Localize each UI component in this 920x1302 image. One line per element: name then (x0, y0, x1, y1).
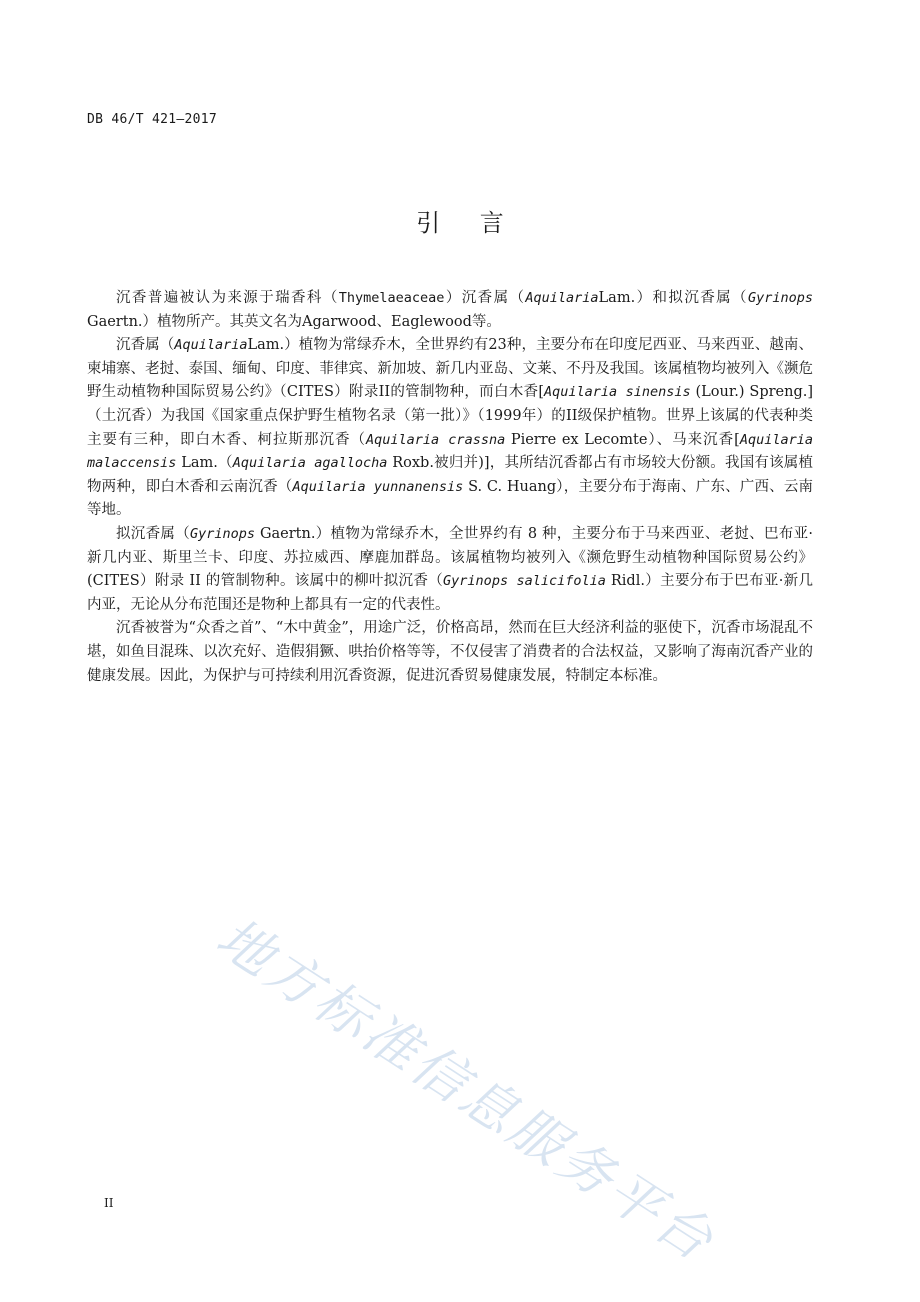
latin-name: Aquilaria (174, 337, 248, 354)
text-run: Ridl.）主要分布于巴布亚·新几内亚，无论从分布范围还是物种上都具有一定的代表性。 (87, 573, 813, 613)
text-run: Pierre ex Lecomte）、马来沉香[ (505, 431, 740, 448)
paragraph-2 (87, 334, 813, 523)
paragraph-4: 沉香被誉为“众香之首”、“木中黄金”，用途广泛，价格高昂，然而在巨大经济利益的驱使下，沉香市场混乱不堪，如鱼目混珠、以次充好、造假狷獗、哄抬价格等等，不仅侵害了消费者的合法权益，又影响了海南沉香产业的健康发展。因此，为保护与可持续利用沉香资源，促进沉香贸易健康发展，特制定本标准。 (87, 620, 813, 684)
latin-name: Aquilaria agallocha (232, 455, 388, 472)
paragraph-3 (87, 523, 813, 617)
watermark: 地方标准信息服务平台 (205, 905, 727, 1275)
text-run: 拟沉香属（ (116, 525, 190, 542)
text-run: (Lour.) Spreng.]（土沉香）为我国《国家重点保护野生植物名录（第一批）》（1999年）的II级保护植物。世界上该属的代表种类主要有三种，即白木香、柯拉斯那沉香（ (87, 384, 813, 448)
page-title: 引 言 (416, 209, 520, 237)
text-run: Lam.）植物为常绿乔木，全世界约有23种，主要分布在印度尼西亚、马来西亚、越南、柬埔寨、老挝、泰国、缅甸、印度、菲律宾、新加坡、新几内亚岛、文莱、不丹及我国。该属植物均被列入《濒危野生动植物种国际贸易公约》（CITES）附录II的管制物种，而白木香[ (87, 337, 813, 401)
text-run: 沉香普遍被认为来源于瑞香科（ (116, 290, 339, 306)
paragraph-1 (87, 287, 813, 334)
standard-number: DB 46/T 421—2017 (87, 112, 218, 127)
text-run: Roxb.被归并)]，其所结沉香都占有市场较大份额。我国有该属植物两种，即白木香和云南沉香（ (87, 455, 814, 495)
latin-name: Gyrinops (190, 525, 256, 542)
text-run: Gaertn.）植物所产。其英文名为Agarwood、Eaglewood等。 (87, 313, 501, 330)
page-number: II (104, 1196, 114, 1210)
text-run: Gaertn.）植物为常绿乔木，全世界约有 8 种，主要分布于马来西亚、老挝、巴布亚·新几内亚、斯里兰卡、印度、苏拉威西、摩鹿加群岛。该属植物均被列入《濒危野生动植物种国际贸易公约》(CITES）附录 II 的管制物种。该属中的柳叶拟沉香（ (87, 525, 813, 590)
text-run: Lam.（ (176, 455, 233, 472)
text-run: Thymelaeaceae (338, 290, 445, 306)
text-run: ）沉香属（ (444, 290, 526, 306)
latin-name: Aquilaria (525, 290, 599, 306)
text-run: S. C. Huang），主要分布于海南、广东、广西、云南等地。 (87, 478, 813, 519)
text-run: Lam.）和拟沉香属（ (598, 290, 748, 306)
latin-name: Gyrinops (747, 290, 813, 306)
text-run: 沉香属（ (116, 337, 175, 354)
latin-name: Aquilaria malaccensis (87, 431, 813, 472)
document-body (87, 287, 813, 688)
latin-name: Aquilaria crassna (366, 431, 506, 448)
latin-name: Aquilaria sinensis (544, 384, 691, 401)
latin-name: Gyrinops salicifolia (443, 573, 606, 590)
latin-name: Aquilaria yunnanensis (292, 478, 464, 495)
